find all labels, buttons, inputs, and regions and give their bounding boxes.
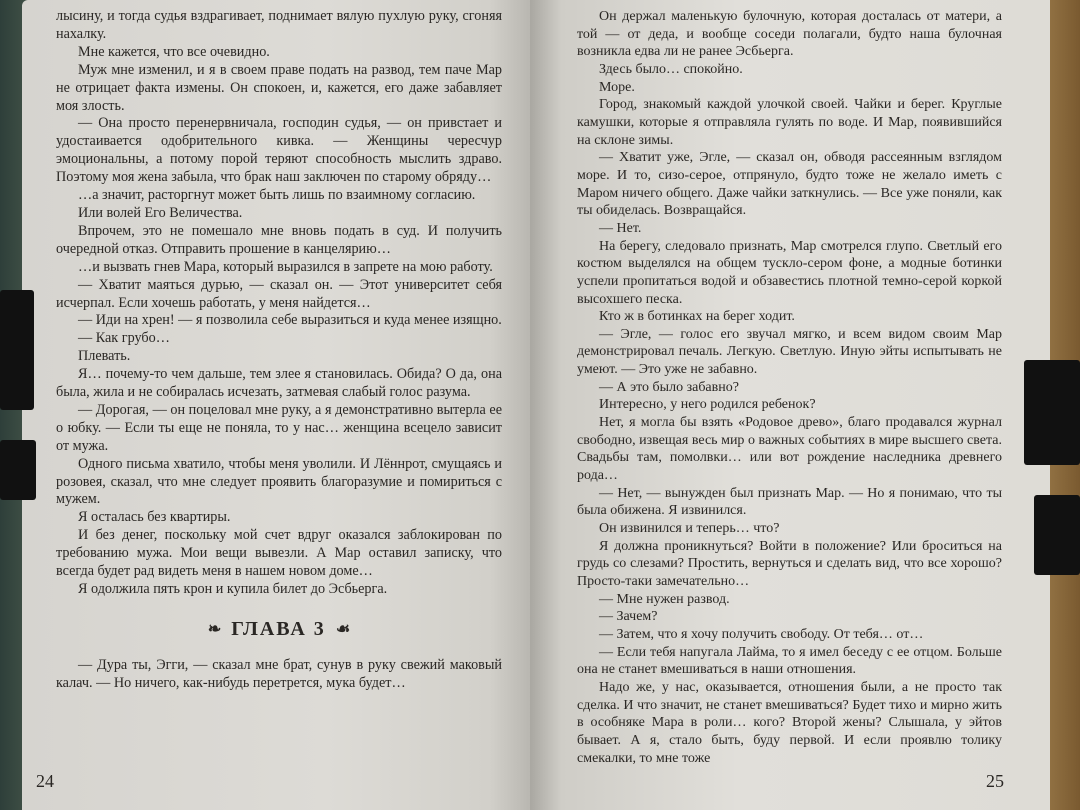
- paragraph: — Эгле, — голос его звучал мягко, и всем видом своим Мар демонстрировал печаль. Легкую. Светлую. Иную эйты испытывать не умеют. — Это уже не забавно.: [577, 326, 1002, 378]
- paragraph: Здесь было… спокойно.: [599, 61, 743, 77]
- paragraph: Муж мне изменил, и я в своем праве подать на развод, тем паче Мар не отрицает факта измены. Он спокоен, и, кажется, его даже забавляет моя злость.: [56, 61, 502, 114]
- paragraph: — Если тебя напугала Лайма, то я имел беседу с ее отцом. Больше она не станет вмешиваться в наши отношения.: [577, 644, 1002, 678]
- paragraph: — Хватит уже, Эгле, — сказал он, обводя рассеянным взглядом море. И то, сизо-серое, отпрянуло, будто тоже не желало иметь с Маром ничего общего. Даже чайки заткнулись. — Все уже поняли, как ты обиделась. Возвращайся.: [577, 150, 1002, 219]
- paragraph: — Мне нужен развод.: [599, 591, 730, 607]
- paragraph: Впрочем, это не помешало мне вновь подать в суд. И получить очередной отказ. Отправить прошение в канцелярию…: [56, 222, 502, 257]
- paragraph: лысину, и тогда судья вздрагивает, поднимает вялую пухлую руку, сгоняя нахалку.: [56, 8, 502, 42]
- ornament-left-icon: ❧: [207, 620, 222, 638]
- paragraph: На берегу, следовало признать, Мар смотрелся глупо. Светлый его костюм выделялся на общем тускло-сером фоне, а модные ботинки успели пропитаться водой и обзавестись плотной темно-серой коркой высохшего песка.: [577, 238, 1002, 307]
- paragraph: — Иди на хрен! — я позволила себе выразиться и куда менее изящно.: [78, 312, 502, 329]
- paragraph: Плевать.: [78, 348, 131, 365]
- paragraph: Одного письма хватило, чтобы меня уволили. И Лённрот, смущаясь и розовея, сказал, что мне следует проявить благоразумие и помириться с мужем.: [56, 455, 502, 508]
- paragraph: Я одолжила пять крон и купила билет до Эсбьерга.: [78, 581, 388, 597]
- paragraph: — Как грубо…: [78, 330, 170, 347]
- paragraph: Надо же, у нас, оказывается, отношения были, а не просто так сделка. И что значит, не станет вмешиваться? Будет тихо и мирно жить в особняке Мара в роли… кого? Второй жены? Слышала, у эйтов бывает. А я, стало быть, буду первой. И если проявлю толику смекалки, то мне тоже: [577, 679, 1002, 766]
- paragraph: — Хватит маяться дурью, — сказал он. — Этот университет себя исчерпал. Если хочешь работать, у меня найдется…: [56, 276, 502, 311]
- paragraph: Я осталась без квартиры.: [78, 509, 231, 526]
- paragraph: — Зачем?: [599, 609, 658, 625]
- chapter-heading: [56, 617, 502, 640]
- paragraph: Город, знакомый каждой улочкой своей. Чайки и берег. Круглые камушки, которые я отправляла гулять по воде. И Мар, появившийся на склоне зимы.: [577, 97, 1002, 148]
- binder-clip-left-bottom: [0, 440, 36, 500]
- paragraph: …и вызвать гнев Мара, который выразился в запрете на мою работу.: [78, 258, 493, 275]
- paragraph: И без денег, поскольку мой счет вдруг оказался заблокирован по требованию мужа. Мои вещи вывезли. А Мар оставил записку, что всегда будет рад видеть меня в нашем новом доме…: [56, 527, 502, 580]
- left-page: [22, 0, 530, 810]
- paragraph: Он держал маленькую булочную, которая досталась от матери, а той — от деда, и вообще соседи полагали, будто наша булочная возникла едва ли не ранее Эсбьерга.: [577, 9, 1002, 60]
- paragraph: Интересно, у него родился ребенок?: [599, 397, 816, 413]
- chapter-title: ГЛАВА 3: [231, 617, 326, 640]
- paragraph: — Затем, что я хочу получить свободу. От тебя… от…: [599, 626, 924, 642]
- right-page-text: [577, 8, 1002, 767]
- paragraph: — Дура ты, Эгги, — сказал мне брат, сунув в руку свежий маковый калач. — Но ничего, как-нибудь перетрется, мука будет…: [56, 656, 502, 691]
- binder-clip-right-top: [1024, 360, 1080, 465]
- paragraph: — Нет, — вынужден был признать Мар. — Но я понимаю, что ты была обижена. Я извинился.: [577, 485, 1002, 519]
- paragraph: — Дорогая, — он поцеловал мне руку, а я демонстративно вытерла ее о юбку. — Если ты еще не поняла, то у нас… женщина всецело зависит от мужа.: [56, 401, 502, 454]
- ornament-right-icon: ☙: [335, 620, 351, 638]
- binder-clip-right-bottom: [1034, 495, 1080, 575]
- paragraph: Я должна проникнуться? Войти в положение? Или броситься на грудь со слезами? Простить, вернуться и сделать вид, что все хорошо? Просто-таки замечательно…: [577, 538, 1002, 589]
- paragraph: Я… почему-то чем дальше, тем злее я становилась. Обида? О да, она была, жила и не собиралась исчезать, затмевая слабый голос разума.: [56, 366, 502, 401]
- paragraph: — А это было забавно?: [599, 379, 739, 395]
- chapter-opening-paragraphs: [56, 657, 502, 693]
- left-paragraphs: [56, 8, 502, 599]
- page-number-right: 25: [986, 771, 1004, 791]
- paragraph: Он извинился и теперь… что?: [599, 521, 780, 537]
- paragraph: — Нет.: [599, 220, 642, 236]
- page-number-left: 24: [36, 771, 54, 791]
- paragraph: Кто ж в ботинках на берег ходит.: [599, 309, 795, 325]
- paragraph: Море.: [599, 79, 635, 95]
- right-paragraphs: [577, 8, 1002, 767]
- paragraph: Мне кажется, что все очевидно.: [78, 43, 270, 60]
- left-page-text: [56, 8, 502, 693]
- paragraph: …а значит, расторгнут может быть лишь по взаимному согласию.: [78, 187, 476, 204]
- right-page: [530, 0, 1050, 810]
- paragraph: Или волей Его Величества.: [78, 204, 243, 221]
- binder-clip-left-top: [0, 290, 34, 410]
- paragraph: — Она просто перенервничала, господин судья, — он привстает и удостаивается одобрительного кивка. — Женщины чересчур эмоциональны, а потому порой теряют способность мыслить здраво. Поэтому моя жена забыла, что брак наш заключен по старому обряду…: [56, 115, 502, 186]
- paragraph: Нет, я могла бы взять «Родовое древо», благо продавался журнал свободно, извещая весь мир о важных событиях в мире высшего света. Свадьбы там, помолвки… или вот рождение наследника древнего рода…: [577, 415, 1002, 484]
